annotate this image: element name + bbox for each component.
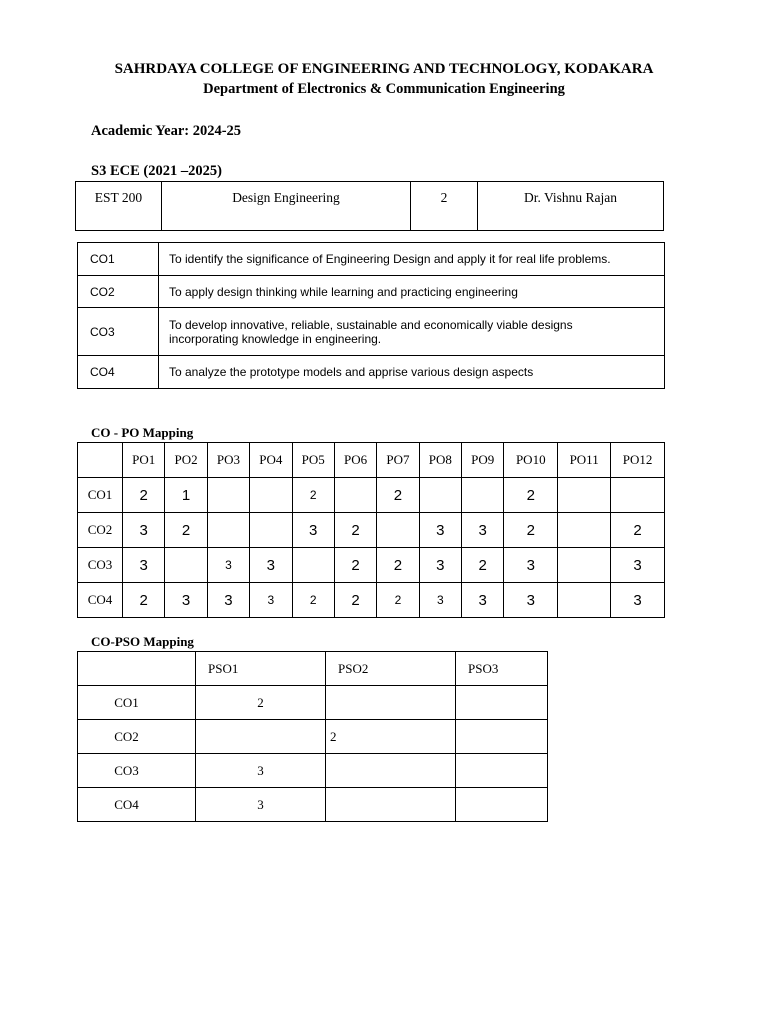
co-pso-header-row	[78, 652, 548, 686]
course-info-table	[75, 181, 664, 231]
po-value: 2	[504, 478, 558, 513]
co-pso-table	[77, 651, 548, 822]
po-value: 3	[123, 548, 165, 583]
co-po-title: CO - PO Mapping	[91, 425, 194, 440]
pso-value: 3	[196, 788, 326, 822]
co-po-row	[78, 583, 665, 618]
co-label: CO1	[78, 686, 196, 720]
co-text: To analyze the prototype models and apprise various design aspects	[159, 356, 665, 389]
co-text: To identify the significance of Engineering Design and apply it for real life problems.	[159, 243, 665, 276]
po-value	[250, 513, 292, 548]
po-value: 3	[462, 583, 504, 618]
co-label: CO4	[78, 788, 196, 822]
po-value: 3	[504, 548, 558, 583]
co-label: CO2	[78, 513, 123, 548]
po-value: 2	[504, 513, 558, 548]
co-po-row	[78, 548, 665, 583]
po-value: 3	[462, 513, 504, 548]
co-pso-title: CO-PSO Mapping	[91, 634, 194, 649]
po-header: PO11	[558, 443, 611, 478]
po-value: 3	[250, 583, 292, 618]
co-pso-row	[78, 754, 548, 788]
co-id: CO2	[78, 276, 159, 308]
corner-cell	[78, 652, 196, 686]
pso-value	[456, 720, 548, 754]
po-value: 2	[377, 548, 419, 583]
po-value: 2	[165, 513, 207, 548]
po-value: 2	[334, 583, 376, 618]
po-header: PO2	[165, 443, 207, 478]
po-value: 1	[165, 478, 207, 513]
academic-year: Academic Year: 2024-25	[91, 123, 242, 139]
po-header: PO3	[207, 443, 249, 478]
co-pso-row	[78, 686, 548, 720]
po-value: 2	[334, 513, 376, 548]
po-header: PO8	[419, 443, 461, 478]
course-credits: 2	[411, 182, 478, 231]
co-id: CO4	[78, 356, 159, 389]
co-id: CO3	[78, 308, 159, 356]
po-header: PO5	[292, 443, 334, 478]
co-po-table	[77, 442, 665, 618]
po-value: 3	[165, 583, 207, 618]
po-value	[558, 513, 611, 548]
co-label: CO3	[78, 754, 196, 788]
co-row	[78, 276, 665, 308]
po-value	[611, 478, 665, 513]
co-id: CO1	[78, 243, 159, 276]
po-header: PO12	[611, 443, 665, 478]
po-value	[419, 478, 461, 513]
course-outcomes-table	[77, 242, 665, 389]
pso-value	[326, 788, 456, 822]
po-value	[558, 478, 611, 513]
pso-value	[196, 720, 326, 754]
co-row	[78, 243, 665, 276]
po-value: 3	[207, 548, 249, 583]
po-value	[334, 478, 376, 513]
po-value	[292, 548, 334, 583]
pso-value: 2	[326, 720, 456, 754]
pso-header: PSO3	[456, 652, 548, 686]
po-value: 3	[250, 548, 292, 583]
po-value	[207, 478, 249, 513]
co-po-row	[78, 513, 665, 548]
po-header: PO10	[504, 443, 558, 478]
pso-header: PSO2	[326, 652, 456, 686]
po-value	[558, 583, 611, 618]
college-name: SAHRDAYA COLLEGE OF ENGINEERING AND TECHNOLOGY, KODAKARA	[114, 61, 654, 77]
co-label: CO1	[78, 478, 123, 513]
course-code: EST 200	[76, 182, 162, 231]
po-value: 3	[419, 548, 461, 583]
po-value: 2	[292, 583, 334, 618]
po-value: 2	[123, 583, 165, 618]
po-value: 3	[504, 583, 558, 618]
pso-value	[456, 686, 548, 720]
course-faculty: Dr. Vishnu Rajan	[478, 182, 664, 231]
class-line: S3 ECE (2021 –2025)	[91, 163, 222, 179]
pso-value: 3	[196, 754, 326, 788]
po-header: PO6	[334, 443, 376, 478]
po-value	[165, 548, 207, 583]
corner-cell	[78, 443, 123, 478]
po-value: 2	[292, 478, 334, 513]
co-po-header-row	[78, 443, 665, 478]
po-header: PO4	[250, 443, 292, 478]
po-header: PO1	[123, 443, 165, 478]
pso-value	[456, 754, 548, 788]
co-label: CO2	[78, 720, 196, 754]
co-label: CO4	[78, 583, 123, 618]
po-value: 3	[419, 583, 461, 618]
po-value: 2	[123, 478, 165, 513]
po-value: 2	[462, 548, 504, 583]
po-value: 3	[611, 548, 665, 583]
po-value: 2	[611, 513, 665, 548]
po-value: 3	[123, 513, 165, 548]
department-name: Department of Electronics & Communication Engineering	[203, 81, 565, 97]
co-pso-row	[78, 720, 548, 754]
po-value	[462, 478, 504, 513]
po-value: 2	[377, 583, 419, 618]
pso-value	[326, 754, 456, 788]
co-label: CO3	[78, 548, 123, 583]
po-header: PO7	[377, 443, 419, 478]
co-po-row	[78, 478, 665, 513]
po-value	[558, 548, 611, 583]
course-name: Design Engineering	[162, 182, 411, 231]
po-value: 3	[611, 583, 665, 618]
po-value: 2	[377, 478, 419, 513]
pso-value	[456, 788, 548, 822]
pso-header: PSO1	[196, 652, 326, 686]
po-value: 3	[419, 513, 461, 548]
co-row	[78, 356, 665, 389]
pso-value	[326, 686, 456, 720]
co-row	[78, 308, 665, 356]
po-value	[207, 513, 249, 548]
po-header: PO9	[462, 443, 504, 478]
co-pso-row	[78, 788, 548, 822]
pso-value: 2	[196, 686, 326, 720]
po-value: 3	[207, 583, 249, 618]
co-text: To develop innovative, reliable, sustainable and economically viable designs incorporating knowledge in engineering.	[159, 308, 665, 356]
po-value	[250, 478, 292, 513]
co-text: To apply design thinking while learning and practicing engineering	[159, 276, 665, 308]
po-value: 3	[292, 513, 334, 548]
po-value	[377, 513, 419, 548]
po-value: 2	[334, 548, 376, 583]
